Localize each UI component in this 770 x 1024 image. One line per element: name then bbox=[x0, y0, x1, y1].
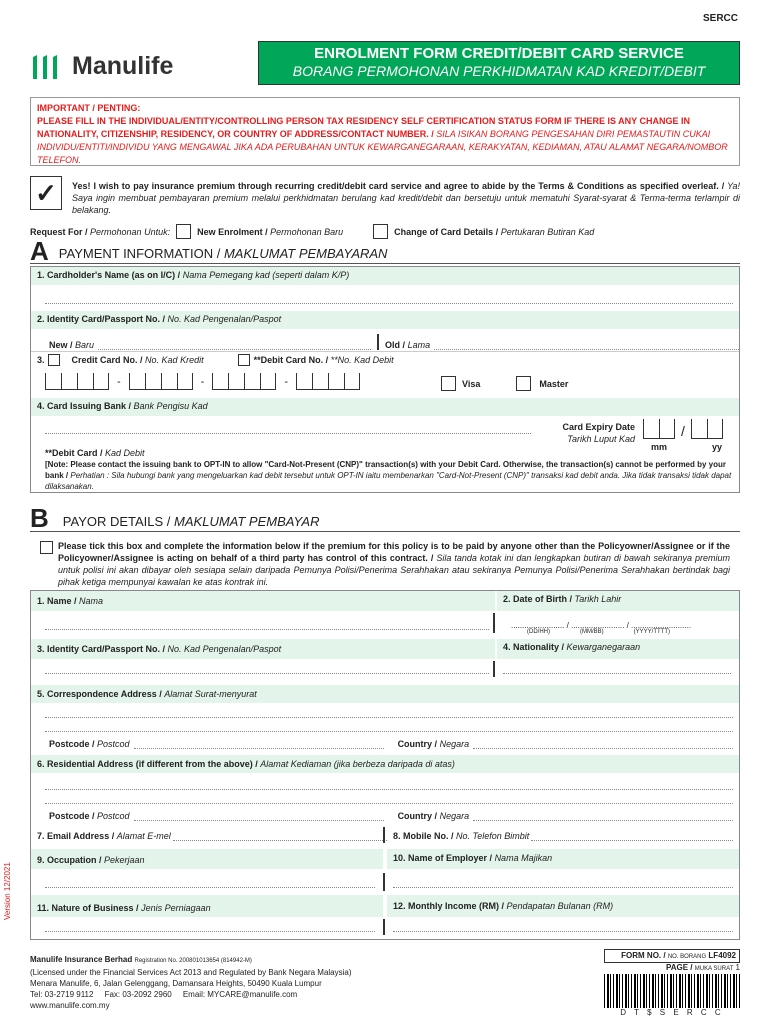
request-for-label: Request For / bbox=[30, 226, 88, 237]
corr-country-label-ms: Negara bbox=[439, 739, 470, 749]
important-notice bbox=[30, 97, 740, 166]
res-postcode-label: Postcode / bbox=[49, 811, 95, 821]
debit-note-label: **Debit Card / bbox=[45, 448, 103, 458]
change-card-checkbox[interactable] bbox=[373, 224, 388, 239]
section-a-title: PAYMENT INFORMATION / bbox=[58, 246, 221, 261]
ic-old-label-ms: Lama bbox=[407, 340, 431, 350]
consent-ms: Ya! Saya ingin membuat pembayaran premium melalui perkhidmatan berulang kad kredit/debit dan bersetuju untuk mematuhi Syarat-syarat & Terma-terma terlampir di belakang. bbox=[72, 181, 740, 215]
card-number-field[interactable] bbox=[45, 373, 360, 390]
b-q7-label: 7. Email Address / bbox=[37, 831, 115, 841]
a-q1-label: 1. Cardholder's Name (as on I/C) / bbox=[37, 270, 181, 280]
b-q5-label-ms: Alamat Surat-menyurat bbox=[164, 689, 257, 699]
corr-postcode-label-ms: Postcod bbox=[97, 739, 130, 749]
cardholder-name-field[interactable] bbox=[45, 303, 733, 304]
change-card-label-ms: Pertukaran Butiran Kad bbox=[500, 226, 595, 237]
page-label: PAGE / bbox=[665, 963, 693, 972]
debit-note-ms: Perhatian : Sila hubungi bank yang mengeluarkan kad debit tersebut untuk OPT-IN iaitu membenarkan "Card-Not-Present (CNP)" transaksi kad debit anda. Jika tidak transaksi tidak dapat dilaksanakan. bbox=[45, 471, 732, 491]
credit-card-label: Credit Card No. / bbox=[71, 355, 143, 365]
res-address-line-1[interactable] bbox=[45, 789, 733, 790]
dash-1: - bbox=[117, 375, 121, 388]
master-label: Master bbox=[539, 378, 569, 389]
master-checkbox[interactable] bbox=[516, 376, 531, 391]
b-q7-label-ms: Alamat E-mel bbox=[116, 831, 171, 841]
employer-field[interactable] bbox=[393, 887, 733, 888]
request-for-row bbox=[30, 224, 740, 239]
b-q10-label-ms: Nama Majikan bbox=[494, 853, 553, 863]
expiry-label: Card Expiry Date bbox=[562, 422, 635, 432]
section-b-title: PAYOR DETAILS / bbox=[62, 514, 171, 529]
version-label: Version 12/2021 bbox=[3, 862, 12, 920]
section-a-letter: A bbox=[30, 236, 49, 266]
payor-dob-field[interactable]: ........................ / ........................ / ........................... bbox=[511, 621, 692, 630]
barcode-text: D T $ S E R C C bbox=[604, 1008, 740, 1017]
debit-note-en: [Note: Please contact the issuing bank to OPT-IN to allow "Card-Not-Present (CNP)" transaction(s) with your Debit Card. Otherwise, the transaction(s) cannot be performed by your bank / bbox=[45, 460, 727, 480]
res-country-field[interactable] bbox=[473, 813, 733, 821]
debit-note-label-ms: Kad Debit bbox=[105, 448, 145, 458]
corr-country-label: Country / bbox=[397, 739, 438, 749]
footer-tel: Tel: 03-2719 9112 Fax: 03-2092 2960 Email: MYCARE@manulife.com bbox=[30, 990, 298, 999]
request-for-label-ms: Permohonan Untuk: bbox=[90, 226, 171, 237]
a-q4-label: 4. Card Issuing Bank / bbox=[37, 401, 132, 411]
a-q1-label-ms: Nama Pemegang kad (seperti dalam K/P) bbox=[182, 270, 350, 280]
b-q2-label: 2. Date of Birth / bbox=[503, 594, 573, 604]
b-q1-label-ms: Nama bbox=[79, 596, 104, 606]
section-b-header bbox=[30, 503, 740, 533]
b-q6-label: 6. Residential Address (if different from the above) / bbox=[37, 759, 258, 769]
expiry-label-ms: Tarikh Luput Kad bbox=[567, 434, 635, 444]
footer-address: Menara Manulife, 6, Jalan Gelenggang, Damansara Heights, 50490 Kuala Lumpur bbox=[30, 979, 322, 988]
ic-new-label: New / bbox=[49, 340, 73, 350]
yy-label: yy bbox=[712, 442, 723, 452]
payor-intro-en: Please tick this box and complete the information below if the premium for this policy is to be paid by anyone other than the Policyowner/Assignee or if the Policyowner/Assignee is acting on behalf of a third party has control of this contract. / bbox=[58, 541, 730, 563]
section-b-box bbox=[30, 590, 740, 940]
b-q3-label-ms: No. Kad Pengenalan/Paspot bbox=[167, 644, 282, 654]
title-ms: BORANG PERMOHONAN PERKHIDMATAN KAD KREDIT/DEBIT bbox=[292, 63, 706, 79]
b-q9-label-ms: Pekerjaan bbox=[104, 855, 145, 865]
manulife-wordmark: Manulife bbox=[72, 52, 174, 80]
occupation-field[interactable] bbox=[45, 887, 375, 888]
form-no-label-ms: NO. BORANG bbox=[667, 954, 707, 960]
ic-new-label-ms: Baru bbox=[75, 340, 95, 350]
payor-ic-field[interactable] bbox=[45, 673, 489, 674]
page-no: 1 bbox=[735, 963, 740, 972]
corr-country-field[interactable] bbox=[473, 741, 733, 749]
corr-postcode-field[interactable] bbox=[134, 741, 384, 749]
debit-card-checkbox[interactable] bbox=[238, 354, 250, 366]
new-enrolment-label: New Enrolment / bbox=[197, 226, 268, 237]
b-q10-label: 10. Name of Employer / bbox=[393, 853, 493, 863]
corr-address-line-1[interactable] bbox=[45, 717, 733, 718]
b-q5-label: 5. Correspondence Address / bbox=[37, 689, 162, 699]
b-q11-label: 11. Nature of Business / bbox=[37, 903, 139, 913]
visa-label: Visa bbox=[462, 378, 481, 389]
a-q2-label: 2. Identity Card/Passport No. / bbox=[37, 314, 166, 324]
section-b-letter: B bbox=[30, 503, 49, 533]
form-code: SERCC bbox=[702, 13, 738, 24]
a-q4-label-ms: Bank Pengisu Kad bbox=[133, 401, 208, 411]
debit-card-label: **Debit Card No. / bbox=[253, 355, 329, 365]
ic-old-label: Old / bbox=[385, 340, 406, 350]
important-text-en: PLEASE FILL IN THE INDIVIDUAL/ENTITY/CONTROLLING PERSON TAX RESIDENCY SELF CERTIFICATION STATUS FORM IF THERE IS ANY CHANGE IN NATIONALITY, CITIZENSHIP, RESIDENCY, OR COUNTRY OF ADDRESS/CONTACT NUMBER. / bbox=[37, 116, 691, 139]
b-q8-label-ms: No. Telefon Bimbit bbox=[456, 831, 530, 841]
a-q2-label-ms: No. Kad Pengenalan/Paspot bbox=[167, 314, 282, 324]
income-field[interactable] bbox=[393, 931, 733, 932]
visa-checkbox[interactable] bbox=[441, 376, 456, 391]
res-postcode-field[interactable] bbox=[134, 813, 384, 821]
b-q12-label-ms: Pendapatan Bulanan (RM) bbox=[506, 901, 614, 911]
payor-nationality-field[interactable] bbox=[503, 673, 731, 674]
form-number-box bbox=[604, 949, 740, 963]
debit-card-label-ms: **No. Kad Debit bbox=[330, 355, 394, 365]
manulife-logo-mark-icon bbox=[30, 53, 62, 81]
barcode bbox=[604, 974, 740, 1008]
title-en: ENROLMENT FORM CREDIT/DEBIT CARD SERVICE bbox=[314, 45, 684, 62]
section-b-title-ms: MAKLUMAT PEMBAYAR bbox=[174, 514, 320, 529]
new-enrolment-checkbox[interactable] bbox=[176, 224, 191, 239]
dash-3: - bbox=[284, 375, 289, 388]
footer-company: Manulife Insurance Berhad bbox=[30, 955, 133, 964]
payor-intro bbox=[58, 540, 730, 588]
change-card-label: Change of Card Details / bbox=[394, 226, 499, 237]
section-a-box bbox=[30, 266, 740, 493]
footer-info bbox=[30, 954, 450, 1011]
b-q11-label-ms: Jenis Perniagaan bbox=[141, 903, 211, 913]
new-enrolment-label-ms: Permohonan Baru bbox=[270, 226, 344, 237]
credit-card-checkbox[interactable] bbox=[48, 354, 60, 366]
b-q9-label: 9. Occupation / bbox=[37, 855, 102, 865]
ic-old-field[interactable] bbox=[434, 342, 739, 350]
page-label-ms: MUKA SURAT bbox=[694, 966, 734, 972]
res-postcode-label-ms: Postcod bbox=[97, 811, 130, 821]
res-country-label: Country / bbox=[397, 811, 438, 821]
ic-new-field[interactable] bbox=[98, 342, 371, 350]
credit-card-label-ms: No. Kad Kredit bbox=[145, 355, 204, 365]
email-field[interactable] bbox=[173, 833, 387, 841]
b-q6-label-ms: Alamat Kediaman (jika berbeza daripada di atas) bbox=[260, 759, 455, 769]
b-q12-label: 12. Monthly Income (RM) / bbox=[393, 901, 505, 911]
mm-label: mm bbox=[651, 442, 668, 452]
footer-reg: Registration No. 200801013654 (814942-M) bbox=[134, 958, 252, 964]
form-no-value: LF4092 bbox=[708, 951, 736, 960]
important-text-ms: SILA ISIKAN BORANG PENGESAHAN DIRI PEMASTAUTIN CUKAI INDIVIDU/ENTITI/INDIVIDU YANG MENGAWAL JIKA ADA PERUBAHAN UNTUK KEWARGANEGARAAN, KERAKYATAN, KEDIAMAN, ATAU ALAMAT NEGARA/NOMBOR TELEFON. bbox=[37, 129, 728, 165]
mobile-field[interactable] bbox=[531, 833, 733, 841]
res-address-line-2[interactable] bbox=[45, 803, 733, 804]
payor-name-field[interactable] bbox=[45, 629, 489, 630]
payor-intro-ms: Sila tanda kotak ini dan lengkapkan butiran di bawah sekiranya premium untuk polisi ini akan dibayar oleh sesiapa selain daripada Pemunya Polisi/Penerima Serahhakan atau sekiranya Pemunya Polisi/Penerima Serahhakan bertindak bagi pihak ketiga mempunyai kawalan ke atas kontrak ini. bbox=[58, 553, 730, 587]
b-q2-label-ms: Tarikh Lahir bbox=[574, 594, 622, 604]
corr-postcode-label: Postcode / bbox=[49, 739, 95, 749]
payor-checkbox[interactable] bbox=[40, 541, 53, 554]
dob-dd: (DD/HH) bbox=[527, 629, 550, 635]
section-a-header bbox=[30, 236, 740, 266]
form-no-label: FORM NO. / bbox=[621, 951, 666, 960]
corr-address-line-2[interactable] bbox=[45, 731, 733, 732]
res-country-label-ms: Negara bbox=[439, 811, 470, 821]
consent-checkbox[interactable]: ✓ bbox=[30, 176, 62, 210]
dash-2: - bbox=[200, 375, 205, 388]
b-q1-label: 1. Name / bbox=[37, 596, 77, 606]
expiry-date-field[interactable] bbox=[643, 419, 723, 439]
a-q3-label: 3. bbox=[37, 355, 45, 365]
b-q4-label-ms: Kewarganegaraan bbox=[566, 642, 641, 652]
b-q4-label: 4. Nationality / bbox=[503, 642, 565, 652]
consent-en: Yes! I wish to pay insurance premium through recurring credit/debit card service and agree to abide by the Terms & Conditions as specified overleaf. / bbox=[72, 181, 725, 191]
consent-text bbox=[72, 180, 740, 216]
title-box bbox=[258, 41, 740, 85]
dob-yyyy: (YYYY/TTTT) bbox=[633, 629, 671, 635]
manulife-logo bbox=[30, 52, 173, 81]
footer-web: www.manulife.com.my bbox=[30, 1001, 110, 1010]
dob-mm: (MM/BB) bbox=[580, 629, 604, 635]
section-a-title-ms: MAKLUMAT PEMBAYARAN bbox=[223, 246, 388, 261]
business-field[interactable] bbox=[45, 931, 375, 932]
footer-licensed: (Licensed under the Financial Services Act 2013 and Regulated by Bank Negara Malaysia) bbox=[30, 968, 352, 977]
page-number bbox=[604, 963, 740, 972]
expiry-slash: / bbox=[681, 423, 685, 439]
issuing-bank-field[interactable] bbox=[45, 433, 531, 434]
b-q8-label: 8. Mobile No. / bbox=[393, 831, 454, 841]
b-q3-label: 3. Identity Card/Passport No. / bbox=[37, 644, 166, 654]
important-heading: IMPORTANT / PENTING: bbox=[37, 103, 141, 113]
